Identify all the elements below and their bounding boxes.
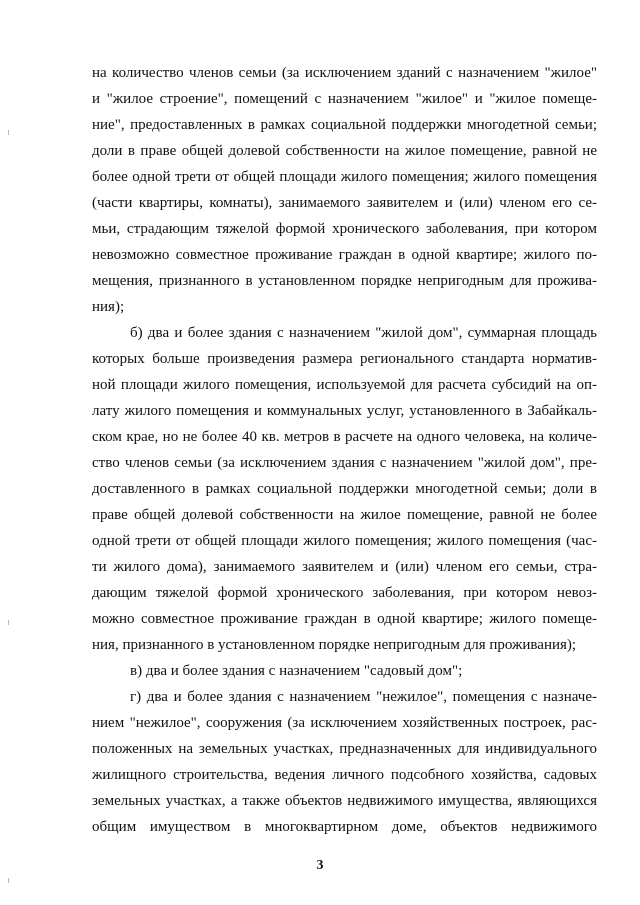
text-line: в) два и более здания с назначением "садовый дом"; — [130, 663, 463, 679]
text-line: и "жилое строение", помещений с назначением "жилое" и "жилое помеще- — [92, 91, 597, 107]
scan-margin-mark — [8, 130, 9, 135]
text-line: ти жилого дома), занимаемого заявителем и (или) членом его семьи, стра- — [92, 559, 597, 575]
text-line: праве общей долевой собственности на жилое помещение, равной не более — [92, 507, 597, 523]
text-line: г) два и более здания с назначением "нежилое", помещения с назначе- — [130, 689, 597, 705]
text-line: одной трети от общей площади жилого помещения; жилого помещения (час- — [92, 533, 597, 549]
text-line: доли в праве общей долевой собственности на жилое помещение, равной не — [92, 143, 597, 159]
text-line: можно совместное проживание граждан в одной квартире; жилого помеще- — [92, 611, 597, 627]
text-line: мьи, страдающим тяжелой формой хронического заболевания, при котором — [92, 221, 597, 237]
text-line: лату жилого помещения и коммунальных услуг, установленного в Забайкаль- — [92, 403, 597, 419]
text-line: жилищного строительства, ведения личного подсобного хозяйства, садовых — [92, 767, 597, 783]
text-line: ной площади жилого помещения, используемой для расчета субсидий на оп- — [92, 377, 597, 393]
text-line: невозможно совместное проживание граждан в одной квартире; жилого по- — [92, 247, 597, 263]
text-line: дающим тяжелой формой хронического заболевания, при котором невоз- — [92, 585, 597, 601]
text-line: ние", предоставленных в рамках социальной поддержки многодетной семьи; — [92, 117, 597, 133]
text-line: ния); — [92, 299, 125, 315]
text-line: б) два и более здания с назначением "жилой дом", суммарная площадь — [130, 325, 597, 341]
text-line: ство членов семьи (за исключением здания с назначением "жилой дом", пре- — [92, 455, 597, 471]
page-number: 3 — [316, 858, 324, 873]
text-line: ния, признанного в установленном порядке непригодным для проживания); — [92, 637, 577, 653]
text-line: более одной трети от общей площади жилого помещения; жилого помещения — [92, 169, 597, 185]
text-line: нием "нежилое", сооружения (за исключением хозяйственных построек, рас- — [92, 715, 597, 731]
text-line: общим имуществом в многоквартирном доме, объектов недвижимого — [92, 819, 597, 835]
text-line: земельных участках, а также объектов недвижимого имущества, являющихся — [92, 793, 597, 809]
text-line: которых больше произведения размера регионального стандарта норматив- — [92, 351, 597, 367]
text-line: ском крае, но не более 40 кв. метров в расчете на одного человека, на количе- — [92, 429, 597, 445]
scan-margin-mark — [8, 620, 9, 625]
text-line: на количество членов семьи (за исключением зданий с назначением "жилое" — [92, 65, 597, 81]
text-line: (части квартиры, комнаты), занимаемого заявителем и (или) членом его се- — [92, 195, 597, 211]
text-line: положенных на земельных участках, предназначенных для индивидуального — [92, 741, 597, 757]
scan-margin-mark — [8, 878, 9, 883]
text-line: доставленного в рамках социальной поддержки многодетной семьи; доли в — [92, 481, 597, 497]
text-line: мещения, признанного в установленном порядке непригодным для прожива- — [92, 273, 597, 289]
